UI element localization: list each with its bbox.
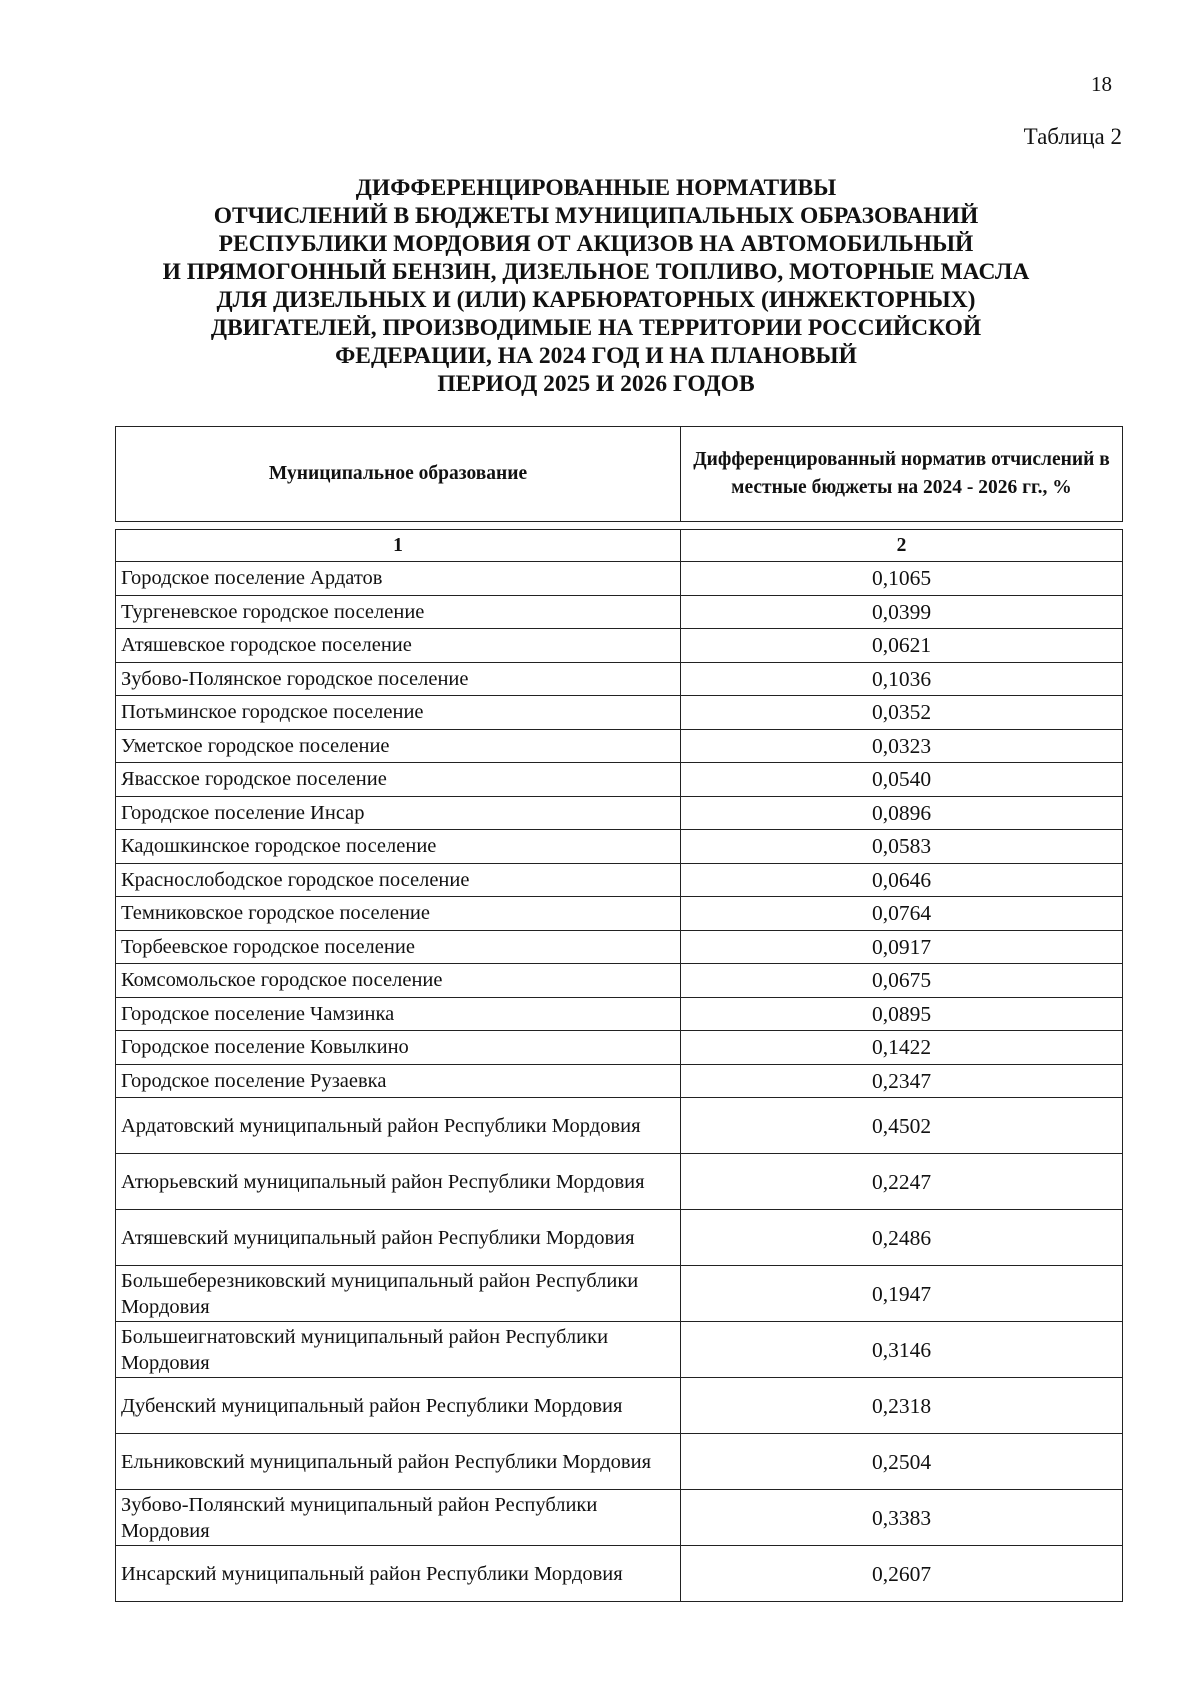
municipality-name: Ельниковский муниципальный район Республики Мордовия xyxy=(116,1434,681,1490)
norm-value: 0,2486 xyxy=(681,1210,1123,1266)
table-row xyxy=(116,1490,1123,1546)
header-row xyxy=(116,427,1123,522)
norm-value: 0,1422 xyxy=(681,1031,1123,1065)
norm-value: 0,4502 xyxy=(681,1098,1123,1154)
norm-value: 0,2247 xyxy=(681,1154,1123,1210)
table-row xyxy=(116,562,1123,596)
municipality-name: Городское поселение Инсар xyxy=(116,796,681,830)
table-row xyxy=(116,595,1123,629)
municipality-name: Атяшевский муниципальный район Республики Мордовия xyxy=(116,1210,681,1266)
municipality-name: Атюрьевский муниципальный район Республики Мордовия xyxy=(116,1154,681,1210)
table-row xyxy=(116,696,1123,730)
table-row xyxy=(116,763,1123,797)
norm-value: 0,0896 xyxy=(681,796,1123,830)
norm-value: 0,0540 xyxy=(681,763,1123,797)
header-municipality: Муниципальное образование xyxy=(116,427,681,522)
norm-value: 0,3383 xyxy=(681,1490,1123,1546)
title-line: РЕСПУБЛИКИ МОРДОВИЯ ОТ АКЦИЗОВ НА АВТОМОБИЛЬНЫЙ xyxy=(218,231,974,257)
table-row xyxy=(116,997,1123,1031)
municipality-name: Атяшевское городское поселение xyxy=(116,629,681,663)
municipality-name: Зубово-Полянское городское поселение xyxy=(116,662,681,696)
norm-value: 0,0646 xyxy=(681,863,1123,897)
municipality-name: Городское поселение Ковылкино xyxy=(116,1031,681,1065)
municipality-name: Дубенский муниципальный район Республики Мордовия xyxy=(116,1378,681,1434)
table-body xyxy=(116,530,1123,1602)
municipality-name: Инсарский муниципальный район Республики Мордовия xyxy=(116,1546,681,1602)
table-label: Таблица 2 xyxy=(1023,124,1122,149)
norm-value: 0,0583 xyxy=(681,830,1123,864)
column-number-row xyxy=(116,530,1123,562)
title-line: ДЛЯ ДИЗЕЛЬНЫХ И (ИЛИ) КАРБЮРАТОРНЫХ (ИНЖЕКТОРНЫХ) xyxy=(216,287,976,313)
header-norm: Дифференцированный норматив отчислений в местные бюджеты на 2024 - 2026 гг., % xyxy=(681,427,1123,522)
table-row xyxy=(116,830,1123,864)
table-row xyxy=(116,1266,1123,1322)
table-row xyxy=(116,897,1123,931)
municipality-name: Явасское городское поселение xyxy=(116,763,681,797)
municipality-name: Краснослободское городское поселение xyxy=(116,863,681,897)
table-row xyxy=(116,1546,1123,1602)
title-line: ФЕДЕРАЦИИ, НА 2024 ГОД И НА ПЛАНОВЫЙ xyxy=(335,343,857,369)
table-row xyxy=(116,1378,1123,1434)
norm-value: 0,0917 xyxy=(681,930,1123,964)
norm-value: 0,1065 xyxy=(681,562,1123,596)
norm-value: 0,0399 xyxy=(681,595,1123,629)
norm-value: 0,0352 xyxy=(681,696,1123,730)
municipality-name: Потьминское городское поселение xyxy=(116,696,681,730)
municipality-name: Городское поселение Ардатов xyxy=(116,562,681,596)
title-line: ДВИГАТЕЛЕЙ, ПРОИЗВОДИМЫЕ НА ТЕРРИТОРИИ РОССИЙСКОЙ xyxy=(210,315,982,341)
norm-value: 0,1947 xyxy=(681,1266,1123,1322)
municipality-name: Ардатовский муниципальный район Республики Мордовия xyxy=(116,1098,681,1154)
table-row xyxy=(116,1434,1123,1490)
norm-value: 0,2607 xyxy=(681,1546,1123,1602)
table-row xyxy=(116,1154,1123,1210)
table-row xyxy=(116,1031,1123,1065)
table-row xyxy=(116,1064,1123,1098)
municipality-name: Большеберезниковский муниципальный район Республики Мордовия xyxy=(116,1266,681,1322)
title-line: ДИФФЕРЕНЦИРОВАННЫЕ НОРМАТИВЫ xyxy=(355,175,837,201)
municipality-name: Темниковское городское поселение xyxy=(116,897,681,931)
norm-value: 0,0895 xyxy=(681,997,1123,1031)
norm-value: 0,1036 xyxy=(681,662,1123,696)
table-row xyxy=(116,1098,1123,1154)
municipality-name: Большеигнатовский муниципальный район Республики Мордовия xyxy=(116,1322,681,1378)
title-line: ОТЧИСЛЕНИЙ В БЮДЖЕТЫ МУНИЦИПАЛЬНЫХ ОБРАЗОВАНИЙ xyxy=(213,203,979,229)
municipality-name: Городское поселение Рузаевка xyxy=(116,1064,681,1098)
municipality-name: Городское поселение Чамзинка xyxy=(116,997,681,1031)
norm-value: 0,2504 xyxy=(681,1434,1123,1490)
municipality-name: Кадошкинское городское поселение xyxy=(116,830,681,864)
table-row xyxy=(116,729,1123,763)
municipality-name: Комсомольское городское поселение xyxy=(116,964,681,998)
table-row xyxy=(116,863,1123,897)
norm-value: 0,0764 xyxy=(681,897,1123,931)
municipality-name: Тургеневское городское поселение xyxy=(116,595,681,629)
table-row xyxy=(116,662,1123,696)
norm-value: 0,0675 xyxy=(681,964,1123,998)
municipality-name: Уметское городское поселение xyxy=(116,729,681,763)
municipality-name: Зубово-Полянский муниципальный район Республики Мордовия xyxy=(116,1490,681,1546)
table-row xyxy=(116,930,1123,964)
table-row xyxy=(116,964,1123,998)
norm-value: 0,2318 xyxy=(681,1378,1123,1434)
table-header xyxy=(115,426,1123,522)
column-number: 2 xyxy=(681,530,1123,562)
norm-value: 0,3146 xyxy=(681,1322,1123,1378)
table-row xyxy=(116,1322,1123,1378)
column-number: 1 xyxy=(116,530,681,562)
norm-value: 0,2347 xyxy=(681,1064,1123,1098)
norm-value: 0,0621 xyxy=(681,629,1123,663)
title-line: И ПРЯМОГОННЫЙ БЕНЗИН, ДИЗЕЛЬНОЕ ТОПЛИВО, МОТОРНЫЕ МАСЛА xyxy=(162,259,1030,285)
table-row xyxy=(116,796,1123,830)
norm-value: 0,0323 xyxy=(681,729,1123,763)
page-number: 18 xyxy=(1091,72,1112,96)
norms-table xyxy=(115,529,1123,1602)
document-title xyxy=(150,174,1042,398)
table-row xyxy=(116,629,1123,663)
municipality-name: Торбеевское городское поселение xyxy=(116,930,681,964)
table-row xyxy=(116,1210,1123,1266)
title-line: ПЕРИОД 2025 И 2026 ГОДОВ xyxy=(437,371,755,397)
